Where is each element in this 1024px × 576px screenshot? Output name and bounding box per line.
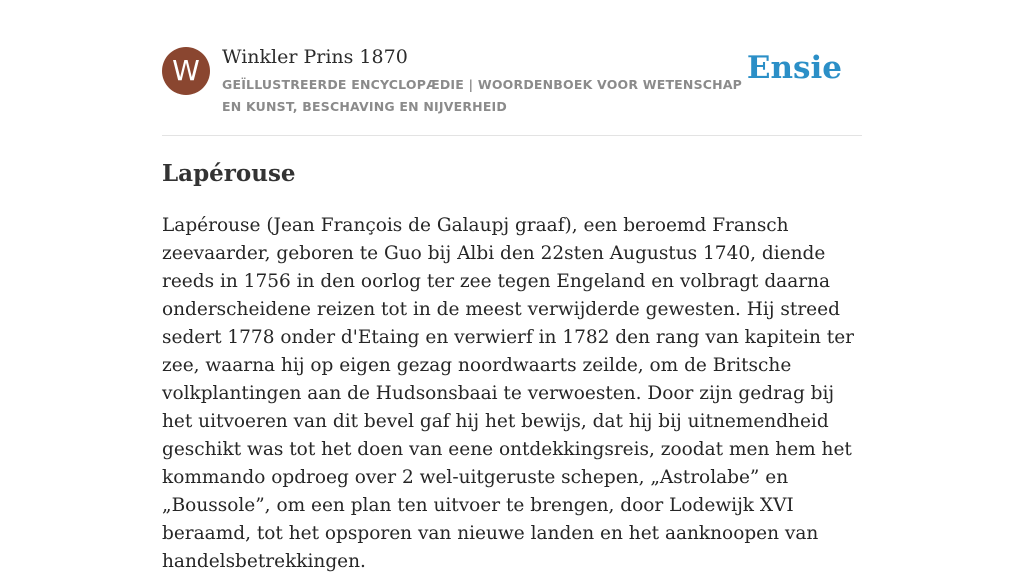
ensie-logo[interactable]: Ensie bbox=[746, 50, 842, 86]
entry-body: Lapérouse (Jean François de Galaupj graaf), een beroemd Fransch zeevaarder, geboren te Guo bij Albi den 22sten Augustus 1740, diende reeds in 1756 in den oorlog ter zee tegen Engeland en volbragt daarna onderscheidene reizen tot in de meest verwijderde gewesten. Hij streed sedert 1778 onder d'Etaing en verwierf in 1782 den rang van kapitein ter zee, waarna hij op eigen gezag noordwaarts zeilde, om de Britsche volkplantingen aan de Hudsonsbaai te verwoesten. Door zijn gedrag bij het uitvoeren van dit bevel gaf hij het bewijs, dat hij bij uitnemendheid geschikt was tot het doen van eene ontdekkingsreis, zoodat men hem het kommando opdroeg over 2 wel-uitgeruste schepen, „Astrolabe” en „Boussole”, om een plan ten uitvoer te brengen, door Lodewijk XVI beraamd, tot het opsporen van nieuwe landen en het aanknoopen van handelsbetrekkingen. bbox=[162, 215, 854, 572]
entry-title: Lapérouse bbox=[162, 160, 296, 187]
source-avatar[interactable]: W bbox=[162, 47, 210, 95]
header-divider bbox=[162, 135, 862, 136]
source-title[interactable]: Winkler Prins 1870 bbox=[222, 46, 408, 68]
header bbox=[162, 44, 862, 124]
source-subtitle: GEÏLLUSTREERDE ENCYCLOPÆDIE | WOORDENBOEK VOOR WETENSCHAP EN KUNST, BESCHAVING EN NIJVERHEID bbox=[222, 77, 743, 114]
